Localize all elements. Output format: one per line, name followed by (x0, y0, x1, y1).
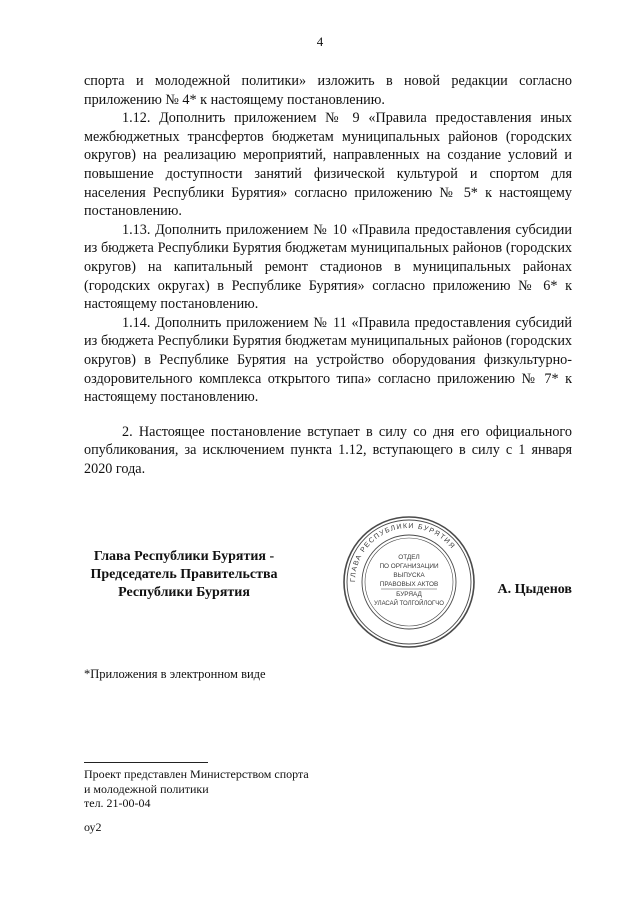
seal-center-line: УЛАСАЙ ТОЛГОЙЛОГЧО (374, 601, 444, 607)
signatory-title-line: Председатель Правительства (90, 567, 278, 582)
paragraph-1-12: 1.12. Дополнить приложением № 9 «Правила предоставления иных межбюджетных трансфертов бюджетам муниципальных районов (городских округов) на реализацию мероприятий, направленных на создание условий и повышение доступности занятий физической культурой и спортом для населения Республики Бурятия» согласно приложению № 5* к настоящему постановлению. (84, 110, 572, 220)
seal-center-line: БУРЯАД (396, 591, 422, 598)
paragraph-1-13: 1.13. Дополнить приложением № 10 «Правила предоставления субсидии из бюджета Республики Бурятия бюджетам муниципальных районов (городских округов) на капитальный ремонт стадионов в муниципальных районах (городских округах) в Республике Бурятия» согласно приложению № 6* к настоящему постановлению. (84, 221, 572, 313)
footnote-line: Проект представлен Министерством спорта (84, 767, 309, 781)
signatory-title (84, 548, 284, 602)
seal-center-line: ПРАВОВЫХ АКТОВ (379, 581, 439, 588)
paragraph-2: 2. Настоящее постановление вступает в силу со дня его официального опубликования, за исключением пункта 1.12, вступающего в силу с 1 января 2020 года. (84, 423, 572, 477)
signatory-title-line: Глава Республики Бурятия - (93, 549, 275, 564)
seal-center-line: ПО ОРГАНИЗАЦИИ (379, 563, 439, 570)
page-number: 4 (316, 34, 324, 49)
signatory-name: А. Цыденов (497, 582, 572, 597)
footnote (84, 767, 309, 811)
seal-center-line: ВЫПУСКА (393, 572, 425, 579)
document-body (84, 72, 572, 478)
paragraph-1-14: 1.14. Дополнить приложением № 11 «Правила предоставления субсидий из бюджета Республики Бурятия бюджетам муниципальных районов (городских округов) в Республике Бурятия на устройство оборудования физкультурно-оздоровительного комплекса открытого типа» согласно приложению № 7* к настоящему постановлению. (84, 314, 572, 406)
appendix-note: *Приложения в электронном виде (84, 667, 266, 681)
seal-center-line: ОТДЕЛ (398, 554, 420, 561)
official-seal-stamp (341, 514, 477, 650)
footnote-divider (84, 762, 208, 763)
signatory-title-line: Республики Бурятия (118, 585, 250, 600)
paragraph-continuation: спорта и молодежной политики» изложить в новой редакции согласно приложению № 4* к настоящему постановлению. (84, 73, 572, 108)
footnote-line: тел. 21-00-04 (84, 796, 151, 810)
footnote-line: и молодежной политики (84, 781, 209, 796)
document-code: оу2 (84, 820, 102, 834)
seal-ring-text: ГЛАВА РЕСПУБЛИКИ БУРЯТИЯ (349, 522, 457, 583)
